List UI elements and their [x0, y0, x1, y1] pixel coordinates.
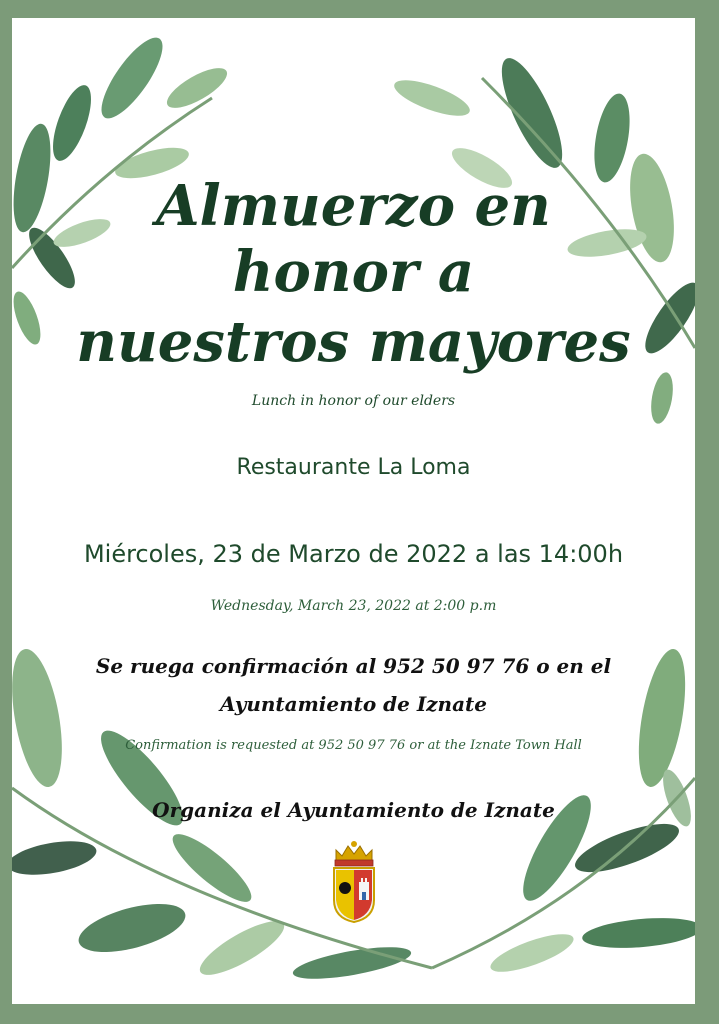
title-line-1: Almuerzo en — [156, 173, 551, 239]
poster — [12, 18, 695, 1004]
organizer: Organiza el Ayuntamiento de Iznate — [152, 798, 555, 822]
venue: Restaurante La Loma — [236, 455, 471, 480]
date-spanish: Miércoles, 23 de Marzo de 2022 a las 14:00h — [83, 540, 624, 568]
town-crest-icon — [330, 838, 378, 924]
title-line-2: honor a — [232, 239, 475, 305]
subtitle-english: Lunch in honor of our elders — [251, 393, 456, 409]
confirmation-spanish-line-2: Ayuntamiento de Iznate — [219, 692, 488, 716]
date-english: Wednesday, March 23, 2022 at 2:00 p.m — [210, 598, 497, 614]
confirmation-english: Confirmation is requested at 952 50 97 76 or at the Iznate Town Hall — [125, 738, 582, 753]
confirmation-spanish-line-1: Se ruega confirmación al 952 50 97 76 o en el — [95, 654, 612, 678]
title-line-3: nuestros mayores — [76, 309, 631, 375]
